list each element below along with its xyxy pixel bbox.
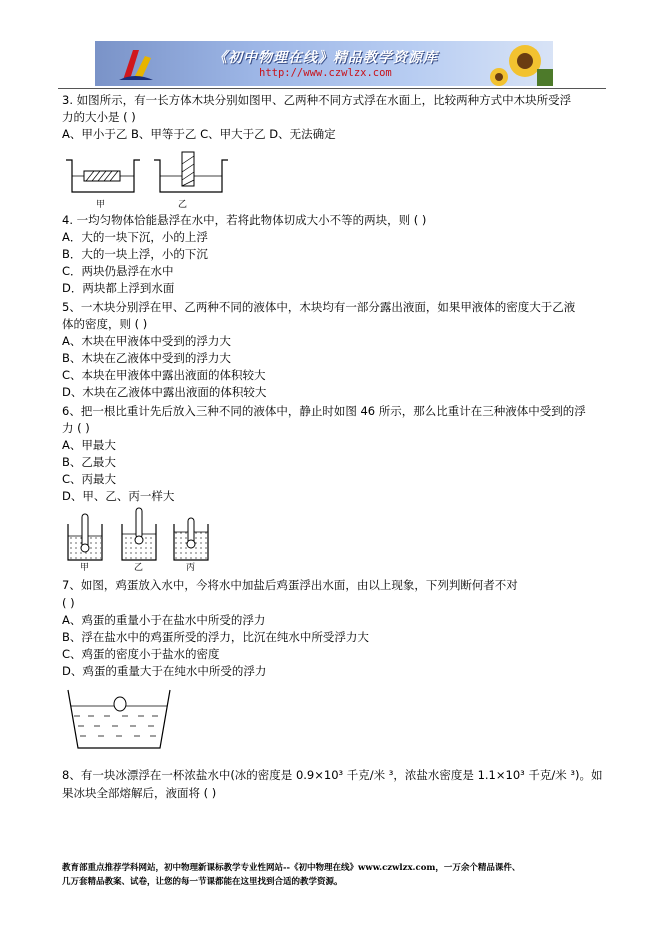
footer-line2: 几万套精品教案、试卷，让您的每一节课都能在这里找到合适的教学资源。 <box>62 877 343 887</box>
header-banner <box>95 41 553 86</box>
q8-line2: 果冰块全部熔解后，液面将 ( ) <box>62 786 217 800</box>
footer-line1: 教育部重点推荐学科网站，初中物理新课标教学专业性网站--《初中物理在线》www.czwlzx.com，一万余个精品课件、 <box>62 863 521 873</box>
q6-option-d: D、甲、乙、丙一样大 <box>62 489 175 503</box>
q3-line1: 3. 如图所示，有一长方体木块分别如图甲、乙两种不同方式浮在水面上，比较两种方式中木块所受浮 <box>62 93 572 107</box>
q6-line1: 6、把一根比重计先后放入三种不同的液体中，静止时如图 46 所示，那么比重计在三种液体中受到的浮 <box>62 404 586 418</box>
q6-line2: 力 ( ) <box>62 421 90 435</box>
banner-title: 《初中物理在线》精品教学资源库 <box>213 50 438 66</box>
q4-option-d: D．两块都上浮到水面 <box>62 281 175 295</box>
q5-line1: 5、一木块分别浮在甲、乙两种不同的液体中，木块均有一部分露出液面，如果甲液体的密度大于乙液 <box>62 300 576 314</box>
q6-fig-label-yi: 乙 <box>134 563 144 573</box>
q4-stem: 4. 一均匀物体恰能悬浮在水中，若将此物体切成大小不等的两块，则 ( ) <box>62 213 427 227</box>
q6-fig-label-bing: 丙 <box>186 563 196 573</box>
q4-option-c: C．两块仍悬浮在水中 <box>62 264 174 278</box>
q6-option-a: A、甲最大 <box>62 438 116 452</box>
q7-figure <box>64 684 174 754</box>
q3-fig-label-yi: 乙 <box>178 200 188 210</box>
q6-option-b: B、乙最大 <box>62 455 116 469</box>
q7-option-a: A、鸡蛋的重量小于在盐水中所受的浮力 <box>62 613 266 627</box>
q6-figure <box>64 506 234 564</box>
q7-option-b: B、浮在盐水中的鸡蛋所受的浮力，比沉在纯水中所受浮力大 <box>62 630 369 644</box>
q7-option-c: C、鸡蛋的密度小于盐水的密度 <box>62 647 220 661</box>
q5-option-b: B、木块在乙液体中受到的浮力大 <box>62 351 231 365</box>
q7-option-d: D、鸡蛋的重量大于在纯水中所受的浮力 <box>62 664 267 678</box>
banner-url: http://www.czwlzx.com <box>259 67 392 79</box>
q6-option-c: C、丙最大 <box>62 472 117 486</box>
q3-options: A、甲小于乙 B、甲等于乙 C、甲大于乙 D、无法确定 <box>62 127 336 141</box>
q8-line1: 8、有一块冰漂浮在一杯浓盐水中(冰的密度是 0.9×10³ 千克/米 ³，浓盐水密度是 1.1×10³ 千克/米 ³)。如 <box>62 768 603 782</box>
q5-line2: 体的密度，则 ( ) <box>62 317 148 331</box>
q5-option-d: D、木块在乙液体中露出液面的体积较大 <box>62 385 267 399</box>
q5-option-c: C、本块在甲液体中露出液面的体积较大 <box>62 368 266 382</box>
q3-fig-label-jia: 甲 <box>96 200 106 210</box>
header-rule <box>58 88 606 89</box>
q7-line2: ( ) <box>62 596 75 610</box>
sunflower-icon <box>485 41 553 86</box>
q3-line2: 力的大小是 ( ) <box>62 110 136 124</box>
q6-fig-label-jia: 甲 <box>80 563 90 573</box>
q5-option-a: A、木块在甲液体中受到的浮力大 <box>62 334 231 348</box>
q3-figure <box>64 150 234 200</box>
site-logo-icon <box>115 44 155 84</box>
q4-option-a: A．大的一块下沉，小的上浮 <box>62 230 208 244</box>
q7-line1: 7、如图，鸡蛋放入水中，今将水中加盐后鸡蛋浮出水面，由以上现象，下列判断何者不对 <box>62 578 518 592</box>
q4-option-b: B．大的一块上浮，小的下沉 <box>62 247 208 261</box>
